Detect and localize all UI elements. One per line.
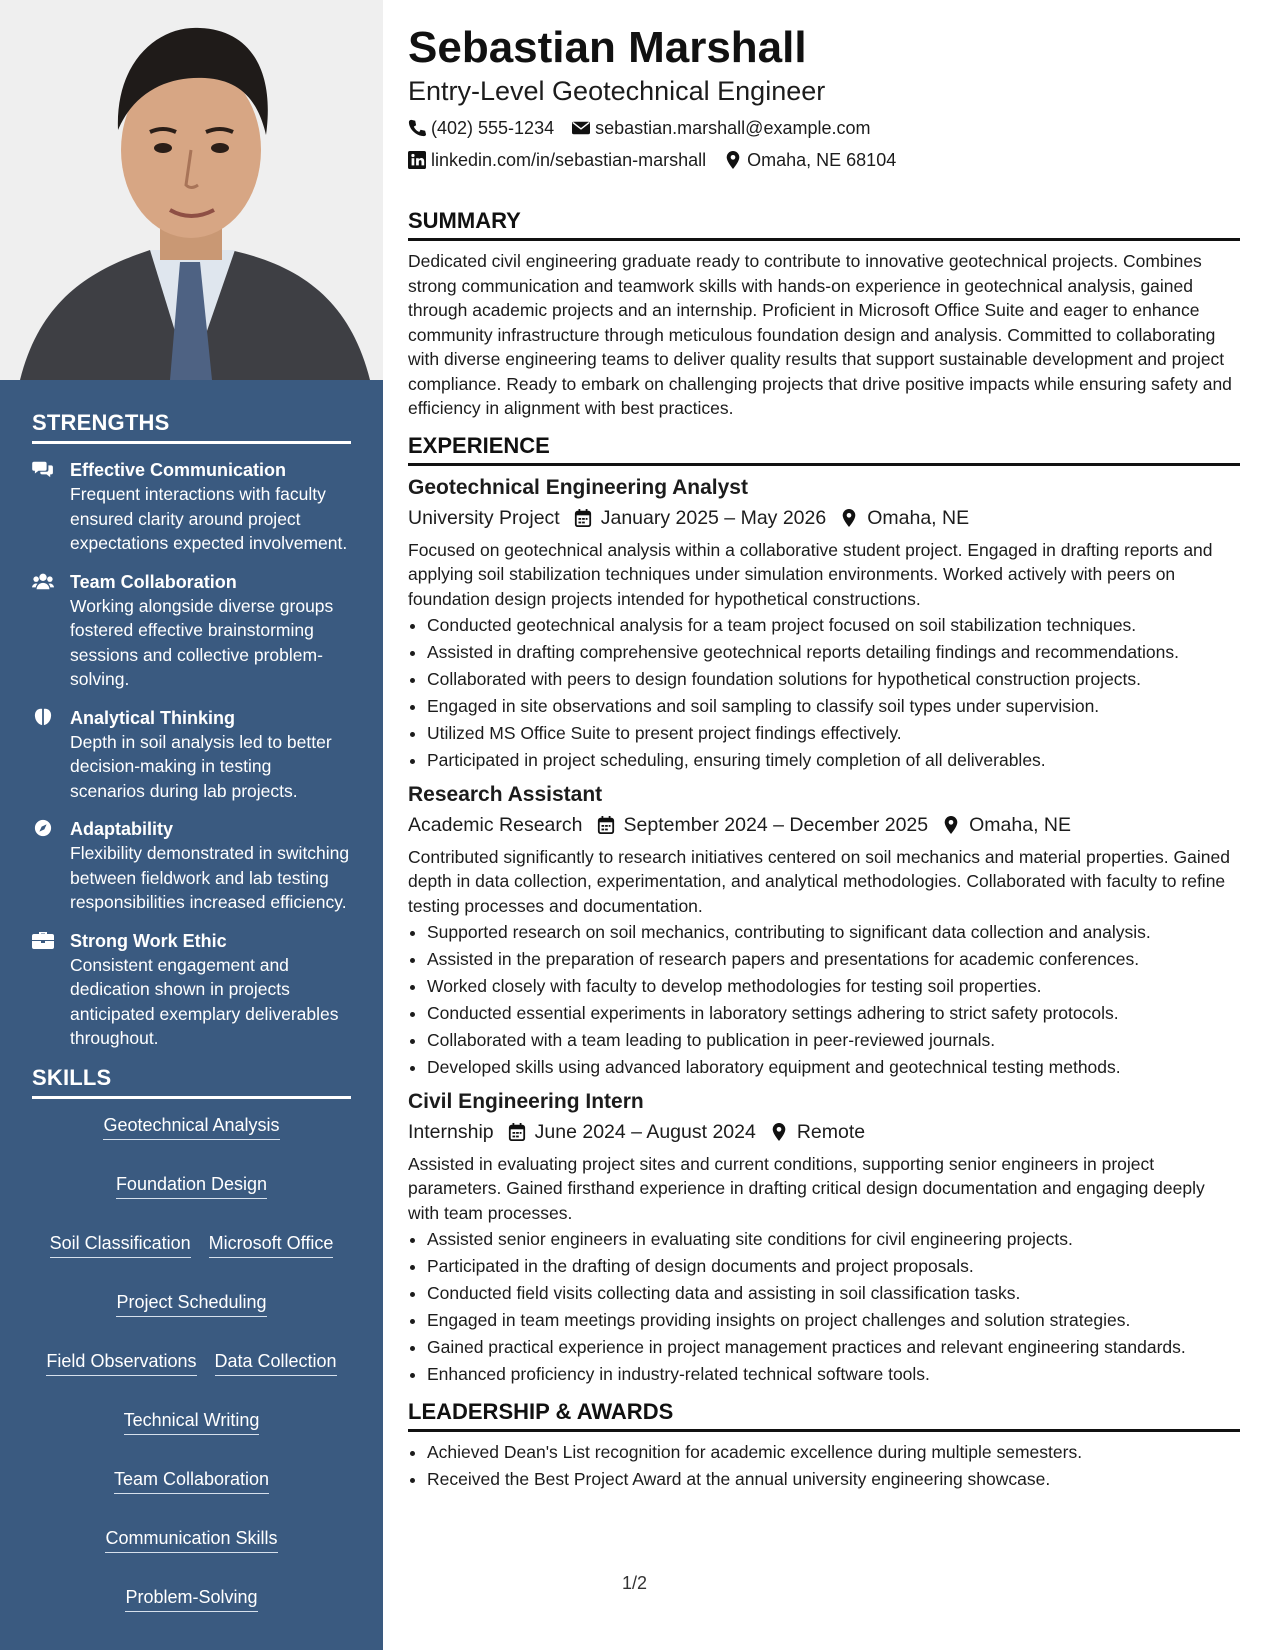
job-description: Focused on geotechnical analysis within a collaborative student project. Engaged in drafting reports and applying soil stabilization techniques under simulation environments. Worked actively with peers on foundation design projects intended for hypothetical constructions. xyxy=(408,539,1213,609)
bullet-item: • Assisted in drafting comprehensive geotechnical reports detailing findings and recommendations. xyxy=(427,640,1240,665)
strength-title: Team Collaboration xyxy=(70,571,237,592)
strength-item xyxy=(32,706,351,804)
bullet-item: • Engaged in team meetings providing insights on project challenges and solution strategies. xyxy=(427,1308,1240,1333)
job-location: Remote xyxy=(796,1120,866,1143)
location-contact xyxy=(724,148,896,172)
job-bullets xyxy=(408,920,1240,1080)
summary-text: Dedicated civil engineering graduate ready to contribute to innovative geotechnical projects. Combines strong communication and teamwork skills with hands-on experience in geotechnical analysis, gained through academic projects and an internship. Proficient in Microsoft Office Suite and eager to enhance community infrastructure through meticulous foundation design and analysis. Committed to collaborating with diverse engineering teams to deliver quality results that support sustainable development and project compliance. Ready to embark on challenging projects that drive positive impacts while ensuring safety and efficiency in alignment with best practices. xyxy=(408,251,1232,418)
job-entry xyxy=(408,781,1240,1080)
job-title: Research Assistant xyxy=(408,782,603,806)
strength-desc: Working alongside diverse groups fostered effective brainstorming sessions and collective problem-solving. xyxy=(70,595,334,689)
candidate-name: Sebastian Marshall xyxy=(408,23,807,72)
map-pin-icon xyxy=(942,816,960,834)
contact-row-2 xyxy=(408,148,1240,172)
job-dates: January 2025 – May 2026 xyxy=(600,506,827,529)
bullet-item: • Worked closely with faculty to develop methodologies for testing soil properties. xyxy=(427,974,1240,999)
briefcase-icon xyxy=(32,929,70,1051)
calendar-icon xyxy=(597,816,615,834)
bullet-item: • Conducted essential experiments in laboratory settings adhering to strict safety protocols. xyxy=(427,1001,1240,1026)
bullet-item: • Enhanced proficiency in industry-related technical software tools. xyxy=(427,1362,1240,1387)
award-item: • Achieved Dean's List recognition for academic excellence during multiple semesters. xyxy=(427,1440,1240,1465)
bullet-item: • Conducted field visits collecting data and assisting in soil classification tasks. xyxy=(427,1281,1240,1306)
skill-tag: Communication Skills xyxy=(105,1526,277,1553)
job-title: Geotechnical Engineering Analyst xyxy=(408,475,748,499)
strength-item xyxy=(32,458,351,556)
bullet-item: • Participated in the drafting of design documents and project proposals. xyxy=(427,1254,1240,1279)
skill-tag: Problem-Solving xyxy=(125,1585,257,1612)
job-dates: September 2024 – December 2025 xyxy=(623,813,929,836)
job-location: Omaha, NE xyxy=(969,813,1071,836)
users-icon xyxy=(32,570,70,692)
sidebar xyxy=(0,0,383,1650)
strength-desc: Depth in soil analysis led to better decision-making in testing scenarios during lab projects. xyxy=(70,731,332,801)
portrait-illustration xyxy=(0,0,383,380)
skill-tag: Data Collection xyxy=(215,1349,337,1376)
phone-text: (402) 555-1234 xyxy=(431,118,555,138)
skill-tag: Technical Writing xyxy=(124,1408,260,1435)
strength-item xyxy=(32,929,351,1051)
map-pin-icon xyxy=(840,509,858,527)
strength-desc: Frequent interactions with faculty ensured clarity around project expectations expected involvement. xyxy=(70,484,348,553)
bullet-item: • Supported research on soil mechanics, contributing to significant data collection and analysis. xyxy=(427,920,1240,945)
job-meta xyxy=(408,811,1240,839)
bullet-item: • Assisted senior engineers in evaluating site conditions for civil engineering projects. xyxy=(427,1227,1240,1252)
comments-icon xyxy=(32,458,70,556)
job-meta xyxy=(408,1118,1240,1146)
job-meta xyxy=(408,504,1240,532)
bullet-item: • Conducted geotechnical analysis for a team project focused on soil stabilization techniques. xyxy=(427,613,1240,638)
bullet-item: • Assisted in the preparation of research papers and presentations for academic conferences. xyxy=(427,947,1240,972)
job-org: Internship xyxy=(408,1120,494,1143)
email-contact[interactable] xyxy=(572,116,870,140)
strength-title: Effective Communication xyxy=(70,460,287,480)
strength-item xyxy=(32,817,351,915)
linkedin-contact[interactable] xyxy=(408,148,706,172)
job-bullets xyxy=(408,1227,1240,1387)
bullet-item: • Gained practical experience in project management practices and relevant engineering standards. xyxy=(427,1335,1240,1360)
skill-tag: Foundation Design xyxy=(116,1172,267,1199)
phone-contact xyxy=(408,116,554,140)
strength-title: Strong Work Ethic xyxy=(70,930,227,951)
compass-icon xyxy=(32,817,70,915)
skill-tag: Microsoft Office xyxy=(209,1231,334,1258)
bullet-item: • Developed skills using advanced laboratory equipment and geotechnical testing methods. xyxy=(427,1055,1240,1080)
calendar-icon xyxy=(508,1123,526,1141)
job-entry xyxy=(408,1088,1240,1387)
summary-heading: SUMMARY xyxy=(408,208,1240,241)
job-entry xyxy=(408,474,1240,773)
job-title: Civil Engineering Intern xyxy=(408,1089,644,1113)
skill-tag: Project Scheduling xyxy=(116,1290,266,1317)
calendar-icon xyxy=(574,509,592,527)
location-text: Omaha, NE 68104 xyxy=(747,150,897,170)
bullet-item: • Collaborated with peers to design foundation solutions for hypothetical construction projects. xyxy=(427,667,1240,692)
bullet-item: • Utilized MS Office Suite to present project findings effectively. xyxy=(427,721,1240,746)
skills-heading: SKILLS xyxy=(32,1065,351,1099)
skill-tag: Geotechnical Analysis xyxy=(103,1113,279,1140)
strength-desc: Consistent engagement and dedication shown in projects anticipated exemplary deliverables throughout. xyxy=(70,954,339,1048)
map-pin-icon xyxy=(724,151,742,169)
phone-icon xyxy=(408,119,426,137)
job-description: Contributed significantly to research initiatives centered on soil mechanics and material properties. Gained depth in data collection, experimentation, and analytical methodologies. Collaborated with faculty to refine testing processes and documentation. xyxy=(408,846,1230,916)
leadership-heading: LEADERSHIP & AWARDS xyxy=(408,1399,1240,1432)
bullet-item: • Collaborated with a team leading to publication in peer-reviewed journals. xyxy=(427,1028,1240,1053)
job-dates: June 2024 – August 2024 xyxy=(534,1120,756,1143)
profile-photo xyxy=(0,0,383,380)
strength-item xyxy=(32,570,351,692)
strengths-list xyxy=(32,458,351,1051)
skill-tag: Field Observations xyxy=(46,1349,196,1376)
candidate-title: Entry-Level Geotechnical Engineer xyxy=(408,76,826,106)
experience-heading: EXPERIENCE xyxy=(408,433,1240,466)
skill-tag: Team Collaboration xyxy=(114,1467,269,1494)
job-org: University Project xyxy=(408,506,560,529)
bullet-item: • Engaged in site observations and soil sampling to classify soil types under supervision. xyxy=(427,694,1240,719)
job-bullets xyxy=(408,613,1240,773)
job-description: Assisted in evaluating project sites and current conditions, supporting senior engineers in project parameters. Gained firsthand experience in drafting critical design documentation and engaging deeply with team processes. xyxy=(408,1153,1205,1223)
award-item: • Received the Best Project Award at the annual university engineering showcase. xyxy=(427,1467,1240,1492)
strength-title: Analytical Thinking xyxy=(70,707,236,728)
linkedin-text[interactable]: linkedin.com/in/sebastian-marshall xyxy=(431,150,707,170)
email-text[interactable]: sebastian.marshall@example.com xyxy=(595,118,871,138)
envelope-icon xyxy=(572,119,590,137)
skill-tag: Soil Classification xyxy=(50,1231,191,1258)
strengths-heading: STRENGTHS xyxy=(32,410,351,444)
contact-row xyxy=(408,116,1240,140)
brain-icon xyxy=(32,706,70,804)
strength-desc: Flexibility demonstrated in switching between fieldwork and lab testing responsibilities increased efficiency. xyxy=(70,843,350,912)
main-content xyxy=(408,22,1240,1494)
bullet-item: • Participated in project scheduling, ensuring timely completion of all deliverables. xyxy=(427,748,1240,773)
page-number: 1/2 xyxy=(622,1573,648,1593)
linkedin-icon xyxy=(408,151,426,169)
skills-list xyxy=(32,1113,351,1612)
strength-title: Adaptability xyxy=(70,819,174,839)
job-location: Omaha, NE xyxy=(867,506,970,529)
job-org: Academic Research xyxy=(408,813,583,836)
map-pin-icon xyxy=(770,1123,788,1141)
leadership-list xyxy=(408,1440,1240,1492)
